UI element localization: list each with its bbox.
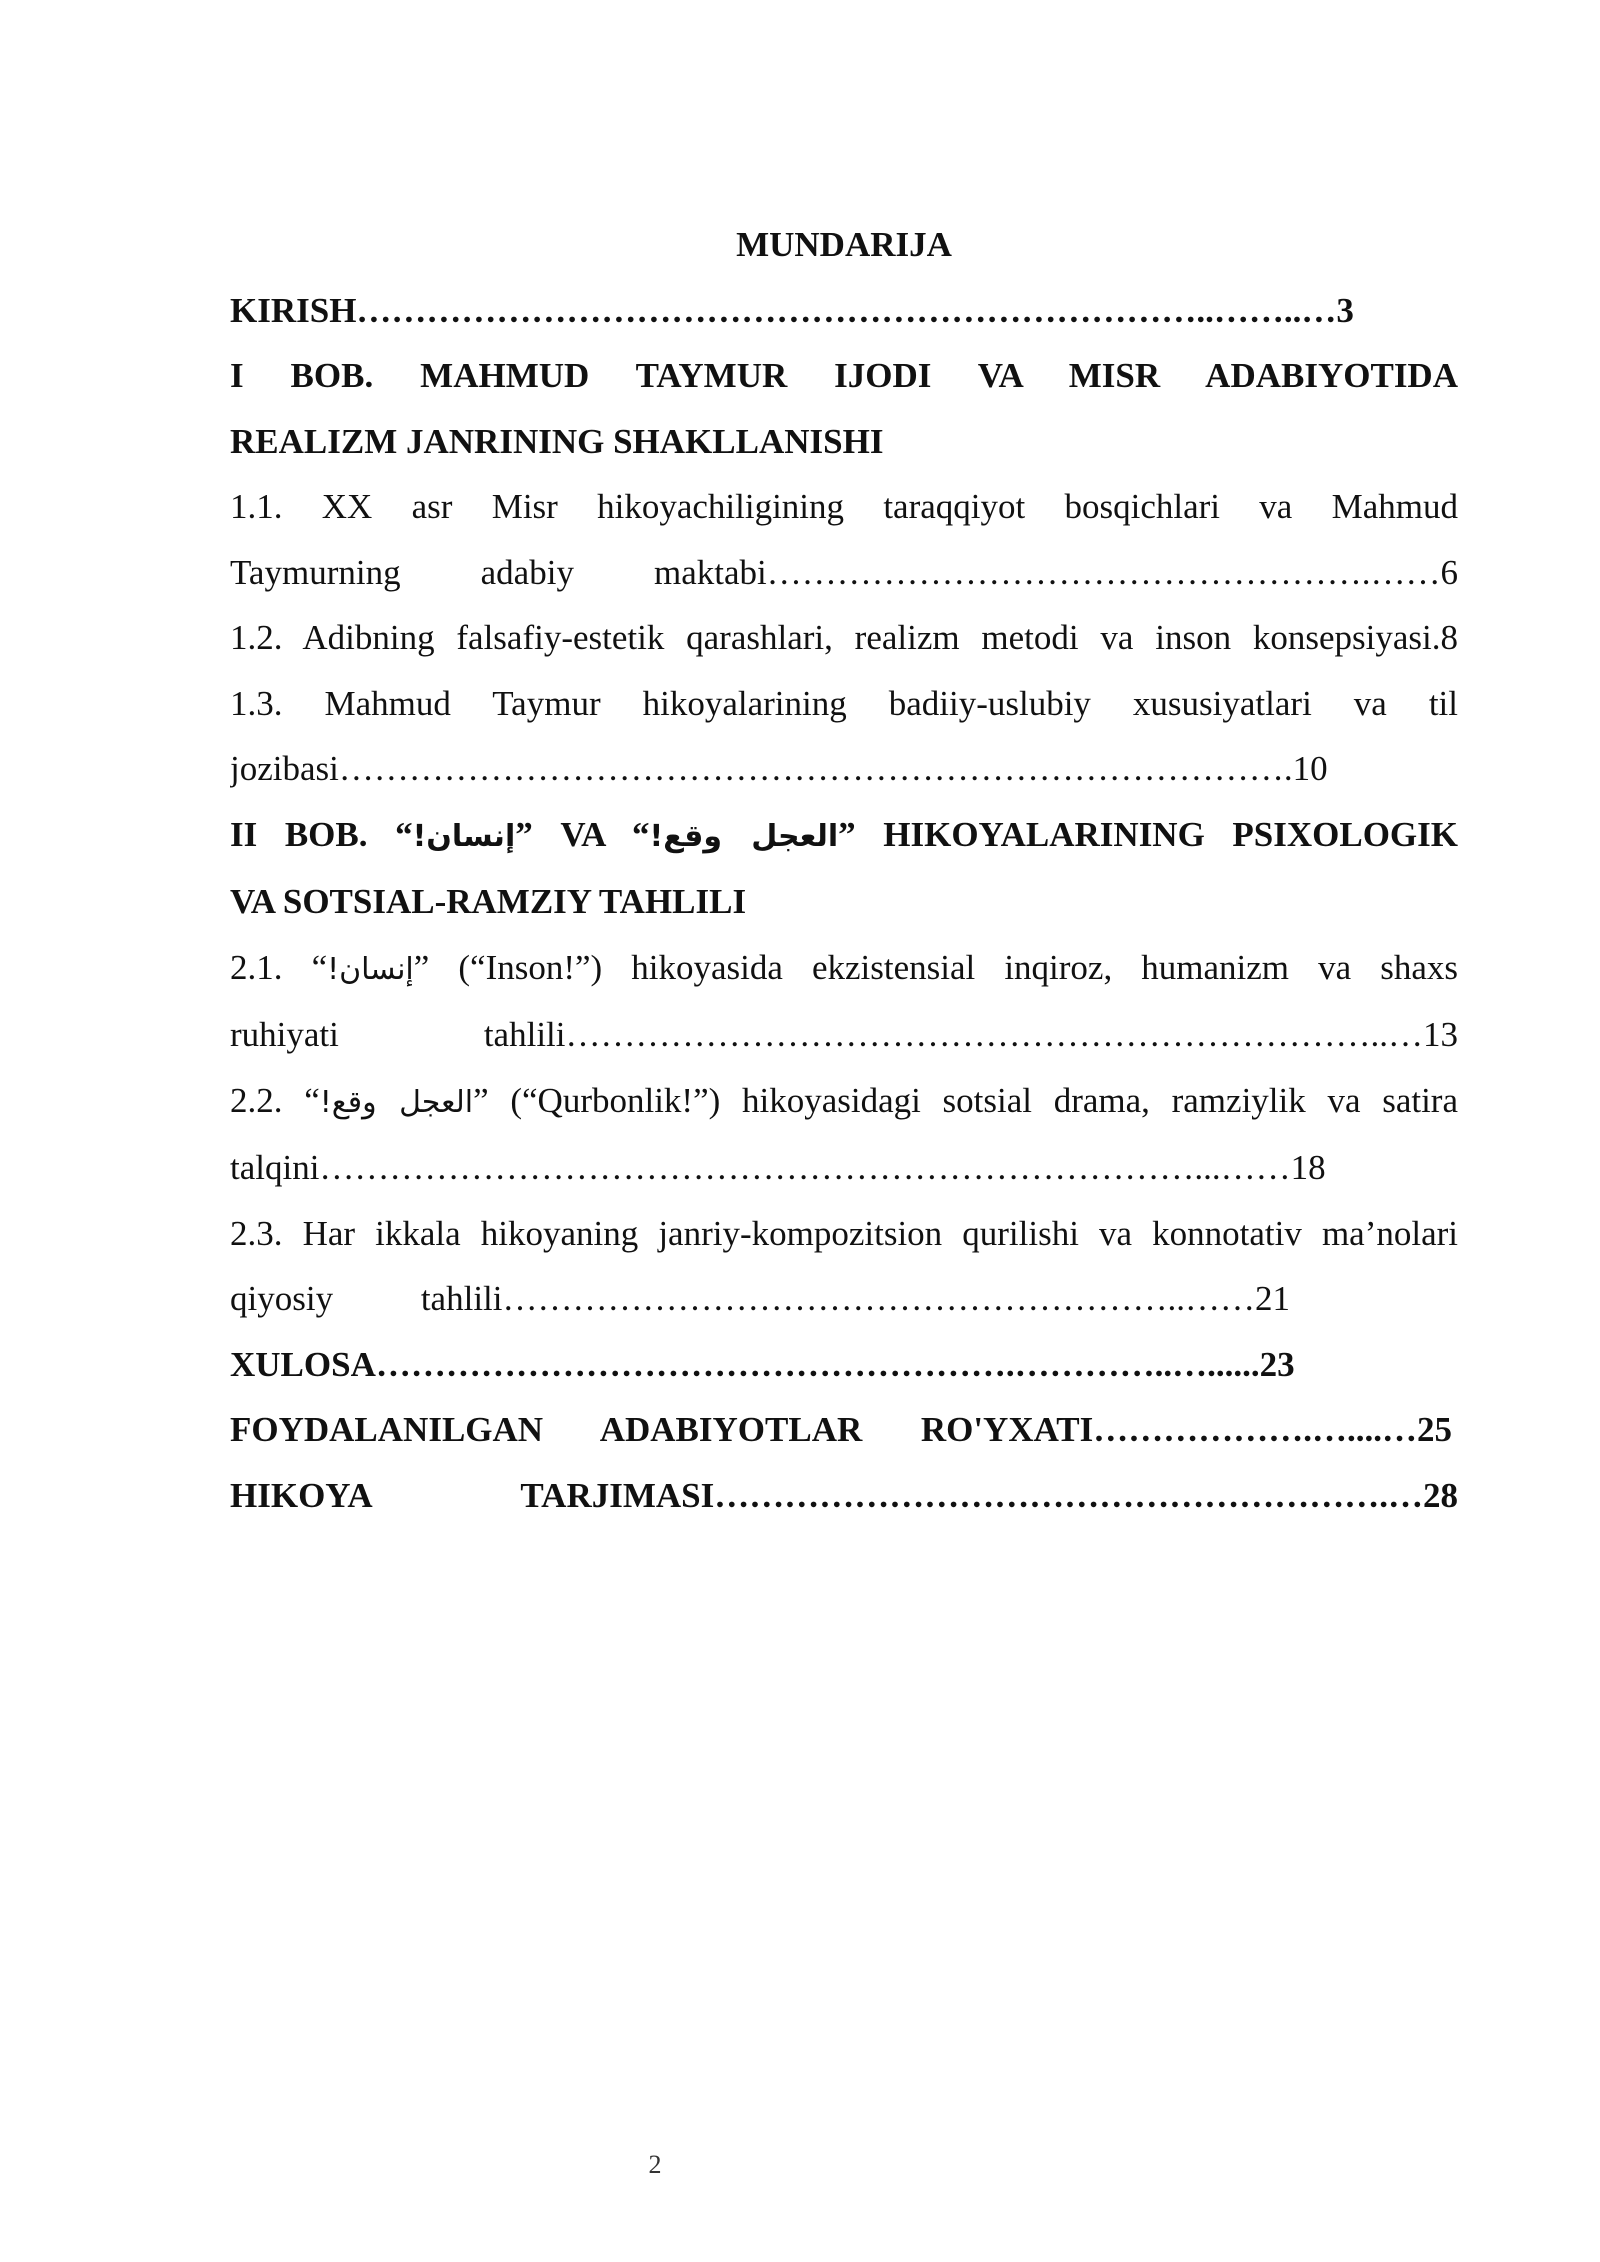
toc-entry-section-1-2[interactable]: 1.2. Adibning falsafiy-estetik qarashlari, realizm metodi va inson konsepsiyasi.8 <box>230 618 1458 657</box>
toc-entry-references[interactable]: FOYDALANILGAN ADABIYOTLAR RO'YXATI……………….…....…25 <box>230 1410 1452 1449</box>
section-2-2-prefix: 2.2. “ <box>230 1080 320 1120</box>
table-of-contents <box>230 212 1458 1528</box>
toc-title: MUNDARIJA <box>736 225 952 264</box>
chapter2-suffix: ” HIKOYALARINING PSIXOLOGIK <box>838 814 1458 854</box>
chapter2-arabic-title-1: إنسان! <box>412 818 516 854</box>
chapter2-arabic-title-2: العجل وقع! <box>649 818 839 854</box>
toc-entry-section-1-1-line1[interactable]: 1.1. XX asr Misr hikoyachiligining taraqqiyot bosqichlari va Mahmud <box>230 487 1458 526</box>
chapter2-prefix: II BOB. “ <box>230 814 413 854</box>
toc-entry-chapter1-line2[interactable]: REALIZM JANRINING SHAKLLANISHI <box>230 421 884 461</box>
toc-entry-section-2-2-line2[interactable]: talqini…………………………………………………………………...……18 <box>230 1148 1326 1187</box>
toc-entry-section-2-1-line1[interactable] <box>230 935 1458 1003</box>
toc-entry-kirish[interactable]: KIRISH………………………………………………………………..……..…3 <box>230 290 1354 330</box>
section-2-2-arabic-title: العجل وقع! <box>319 1084 474 1120</box>
toc-entry-translation[interactable]: HIKOYA TARJIMASI………………………………………………….…28 <box>230 1475 1458 1515</box>
toc-entry-xulosa[interactable]: XULOSA……………………………………………….…………..…......23 <box>230 1344 1295 1384</box>
toc-entry-chapter1-line1[interactable]: I BOB. MAHMUD TAYMUR IJODI VA MISR ADABIYOTIDA <box>230 356 1458 395</box>
toc-entry-section-1-1-line2[interactable]: Taymurning adabiy maktabi…………………………………………….……6 <box>230 552 1458 592</box>
toc-entry-section-2-3-line2[interactable]: qiyosiy tahlili…………………………………………………..……21 <box>230 1279 1290 1318</box>
chapter2-mid: ” VA “ <box>515 814 650 854</box>
toc-entry-chapter2-line2[interactable]: VA SOTSIAL-RAMZIY TAHLILI <box>230 882 747 921</box>
toc-entry-chapter2-line1[interactable] <box>230 802 1458 870</box>
toc-entry-section-1-3-line2[interactable]: jozibasi……………………………………………………………………….10 <box>230 749 1328 788</box>
section-2-1-arabic-title: إنسان! <box>327 951 414 987</box>
section-2-1-suffix: ” (“Inson!”) hikoyasida ekzistensial inqiroz, humanizm va shaxs <box>413 947 1458 987</box>
toc-entry-section-2-2-line1[interactable] <box>230 1068 1458 1136</box>
toc-entry-section-1-3-line1[interactable]: 1.3. Mahmud Taymur hikoyalarining badiiy-uslubiy xususiyatlari va til <box>230 683 1458 723</box>
page-number: 2 <box>648 2150 662 2179</box>
toc-entry-section-2-1-line2[interactable]: ruhiyati tahlili……………………………………………………………..…13 <box>230 1015 1458 1054</box>
section-2-2-suffix: ” (“Qurbonlik!”) hikoyasidagi sotsial drama, ramziylik va satira <box>473 1080 1458 1120</box>
toc-entry-section-2-3-line1[interactable]: 2.3. Har ikkala hikoyaning janriy-kompozitsion qurilishi va konnotativ ma’nolari <box>230 1213 1458 1253</box>
section-2-1-prefix: 2.1. “ <box>230 947 328 987</box>
